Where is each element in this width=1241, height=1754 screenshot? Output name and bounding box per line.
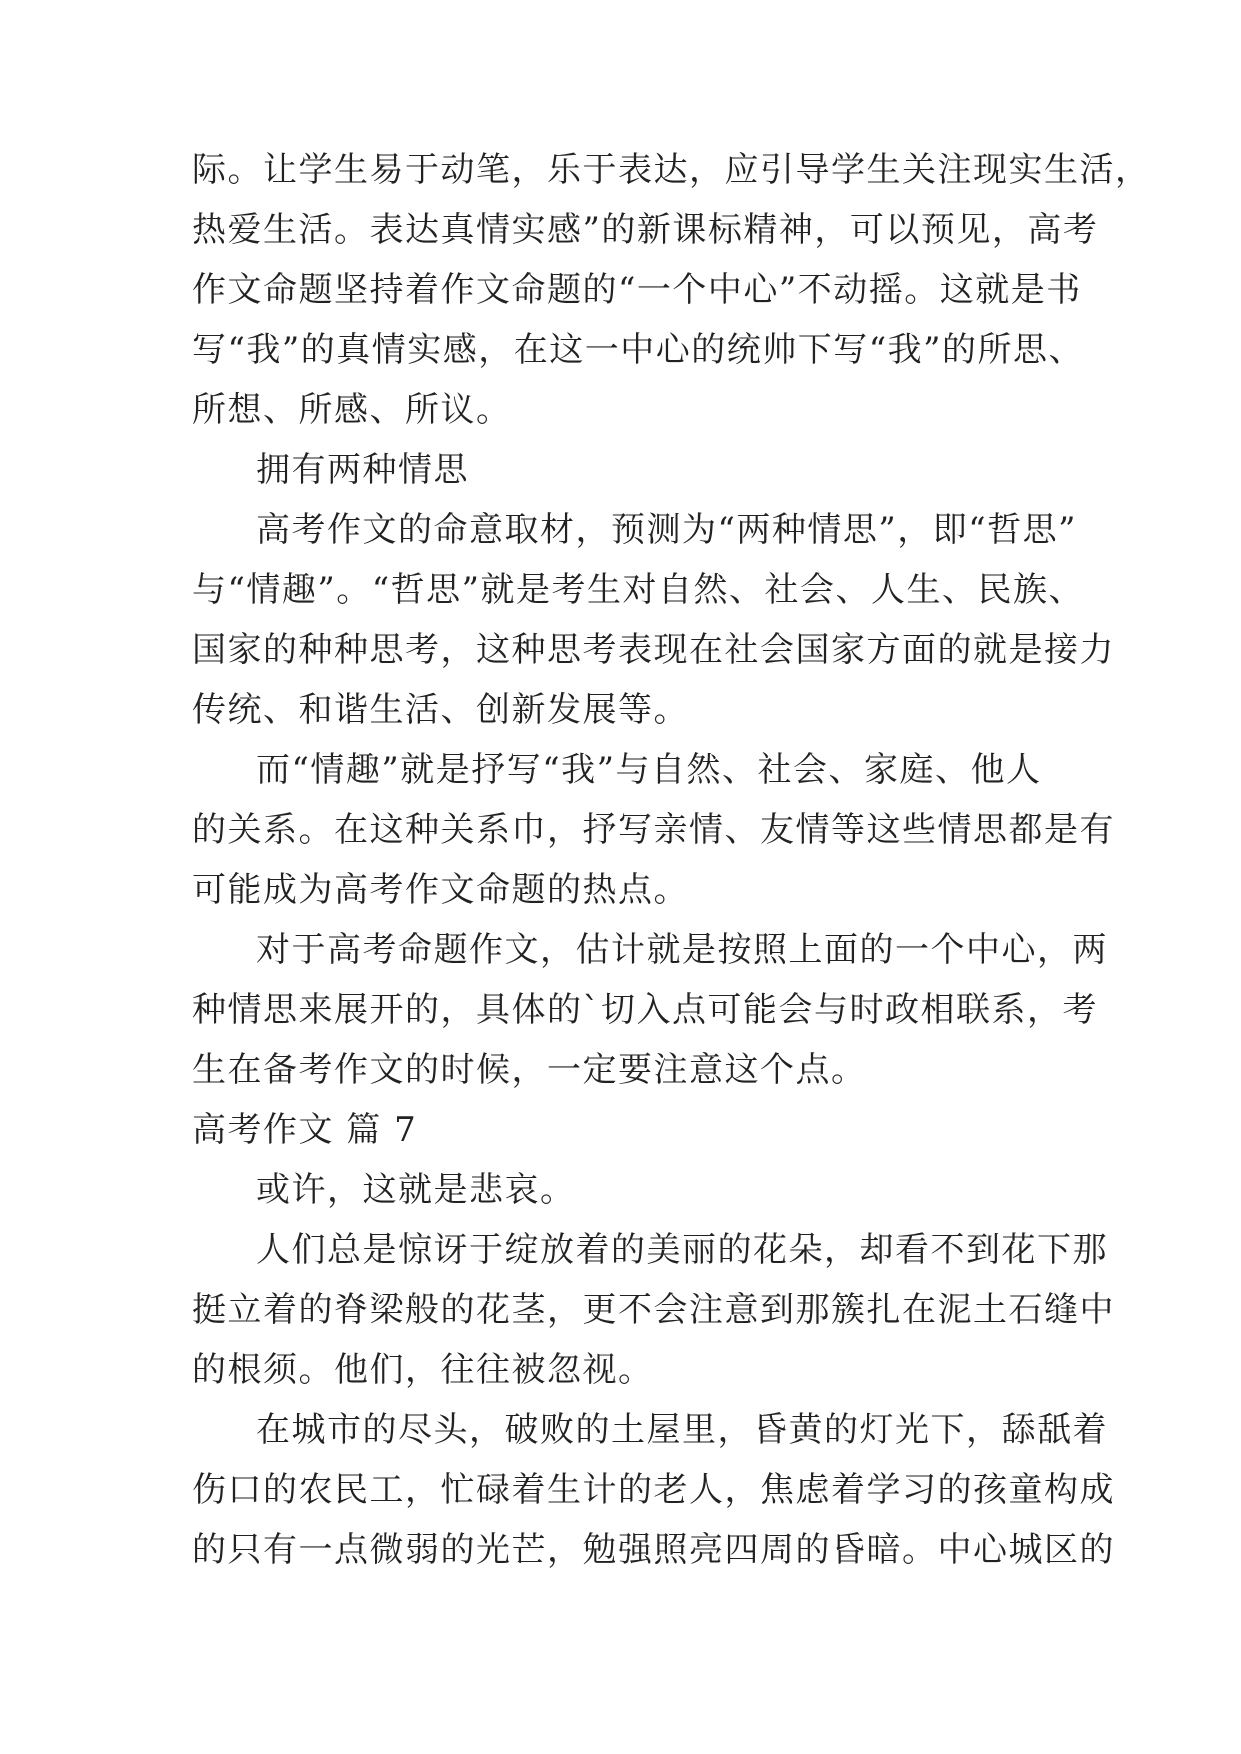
text-line: 生在备考作文的时候，一定要注意这个点。 xyxy=(192,1050,867,1090)
text-line: 而“情趣”就是抒写“我”与自然、社会、家庭、他人 xyxy=(256,750,1042,790)
text-line: 国家的种种思考，这种思考表现在社会国家方面的就是接力 xyxy=(192,630,1115,670)
text-line: 在城市的尽头，破败的土屋里，昏黄的灯光下，舔舐着 xyxy=(256,1410,1108,1450)
text-line: 的只有一点微弱的光芒，勉强照亮四周的昏暗。中心城区的 xyxy=(192,1530,1115,1570)
section-heading: 拥有两种情思 xyxy=(256,450,469,490)
text-line: 所想、所感、所议。 xyxy=(192,390,512,430)
text-line: 与“情趣”。“哲思”就是考生对自然、社会、人生、民族、 xyxy=(192,570,1085,610)
text-line: 作文命题坚持着作文命题的“一个中心”不动摇。这就是书 xyxy=(192,270,1082,310)
text-line: 际。让学生易于动笔，乐于表达，应引导学生关注现实生活， xyxy=(192,150,1151,190)
text-line: 热爱生活。表达真情实感”的新课标精神，可以预见，高考 xyxy=(192,210,1099,250)
text-line: 人们总是惊讶于绽放着的美丽的花朵，却看不到花下那 xyxy=(256,1230,1108,1270)
text-line: 或许，这就是悲哀。 xyxy=(256,1170,576,1210)
text-line: 的关系。在这种关系巾，抒写亲情、友情等这些情思都是有 xyxy=(192,810,1115,850)
text-line: 可能成为高考作文命题的热点。 xyxy=(192,870,689,910)
text-line: 伤口的农民工，忙碌着生计的老人，焦虑着学习的孩童构成 xyxy=(192,1470,1115,1510)
text-line: 的根须。他们，往往被忽视。 xyxy=(192,1350,654,1390)
text-line: 种情思来展开的，具体的`切入点可能会与时政相联系，考 xyxy=(192,990,1098,1030)
text-line: 传统、和谐生活、创新发展等。 xyxy=(192,690,689,730)
text-line: 挺立着的脊梁般的花茎，更不会注意到那簇扎在泥土石缝中 xyxy=(192,1290,1115,1330)
text-line: 写“我”的真情实感，在这一中心的统帅下写“我”的所思、 xyxy=(192,330,1085,370)
text-line: 对于高考命题作文，估计就是按照上面的一个中心，两 xyxy=(256,930,1108,970)
text-line: 高考作文的命意取材，预测为“两种情思”，即“哲思” xyxy=(256,510,1078,550)
article-title: 高考作文 篇 7 xyxy=(192,1110,418,1150)
